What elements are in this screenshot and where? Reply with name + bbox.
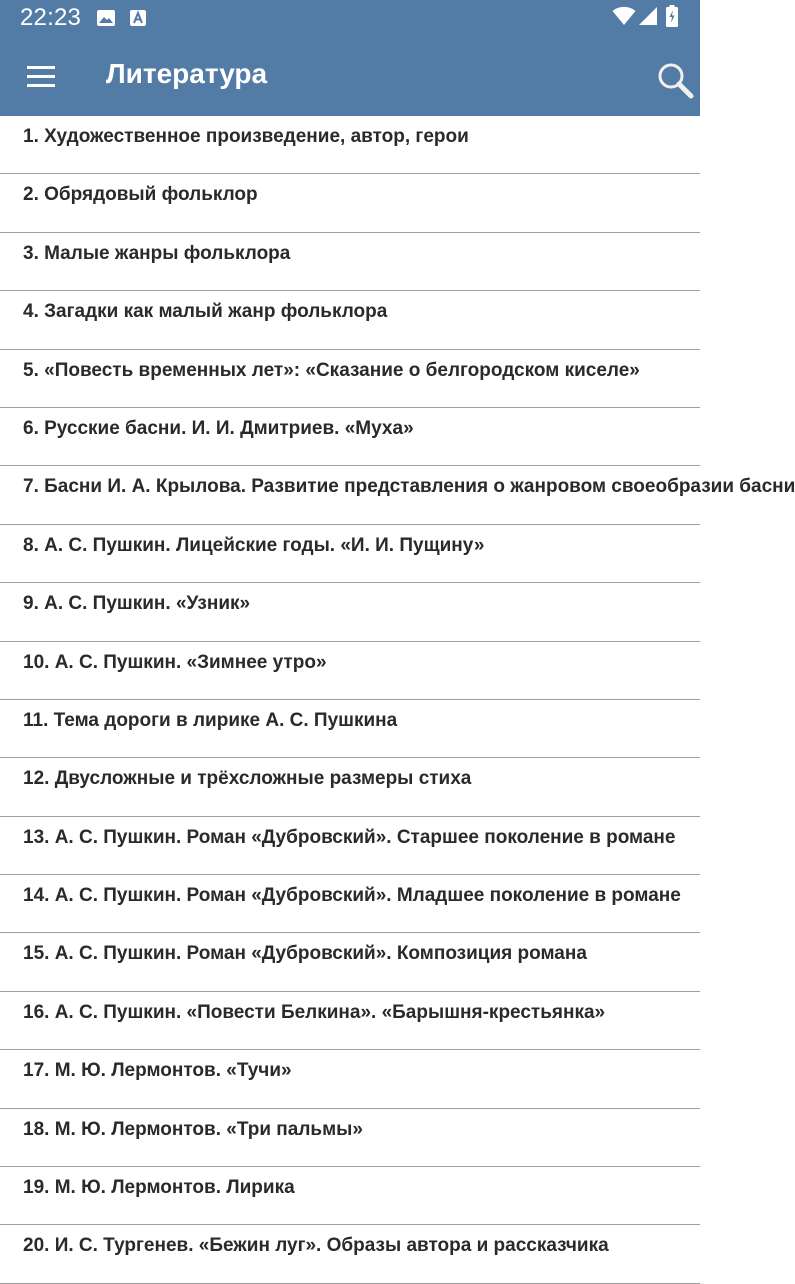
hamburger-icon (25, 78, 57, 95)
list-item[interactable] (0, 1050, 700, 1108)
app-bar (0, 0, 700, 116)
status-time: 22:23 (20, 4, 82, 31)
list-item[interactable] (0, 116, 700, 174)
list-item[interactable] (0, 642, 700, 700)
list-item-label: 10. А. С. Пушкин. «Зимнее утро» (23, 651, 327, 673)
status-bar (0, 0, 700, 36)
list-item-label: 13. А. С. Пушкин. Роман «Дубровский». Старшее поколение в романе (23, 826, 676, 848)
list-item-label: 14. А. С. Пушкин. Роман «Дубровский». Младшее поколение в романе (23, 885, 681, 907)
wifi-icon (612, 6, 636, 31)
list-item[interactable] (0, 817, 700, 875)
page-title: Литература (106, 58, 268, 89)
list-item[interactable] (0, 174, 700, 232)
list-item[interactable] (0, 1109, 700, 1167)
lesson-list (0, 116, 795, 1284)
list-item-label: 15. А. С. Пушкин. Роман «Дубровский». Композиция романа (23, 943, 587, 965)
list-item[interactable] (0, 466, 795, 524)
menu-button[interactable] (25, 63, 57, 91)
list-item[interactable] (0, 1225, 700, 1283)
list-item-label: 18. М. Ю. Лермонтов. «Три пальмы» (23, 1118, 363, 1140)
list-item[interactable] (0, 583, 700, 641)
list-item-label: 2. Обрядовый фольклор (23, 184, 258, 206)
list-item[interactable] (0, 525, 700, 583)
list-item[interactable] (0, 875, 700, 933)
font-icon (129, 8, 147, 33)
list-item[interactable] (0, 408, 700, 466)
search-button[interactable] (655, 60, 695, 100)
list-item-label: 12. Двусложные и трёхсложные размеры стиха (23, 768, 472, 790)
list-item-label: 4. Загадки как малый жанр фольклора (23, 301, 388, 323)
signal-icon (638, 6, 658, 31)
list-item[interactable] (0, 291, 700, 349)
list-item[interactable] (0, 350, 700, 408)
list-item-label: 1. Художественное произведение, автор, герои (23, 126, 469, 147)
list-item[interactable] (0, 233, 700, 291)
list-item-label: 11. Тема дороги в лирике А. С. Пушкина (23, 709, 398, 731)
list-item[interactable] (0, 700, 700, 758)
list-item-label: 17. М. Ю. Лермонтов. «Тучи» (23, 1060, 292, 1082)
list-item[interactable] (0, 758, 700, 816)
list-item-label: 8. А. С. Пушкин. Лицейские годы. «И. И. Пущину» (23, 534, 485, 556)
list-item-label: 3. Малые жанры фольклора (23, 242, 291, 264)
list-item-label: 16. А. С. Пушкин. «Повести Белкина». «Барышня-крестьянка» (23, 1001, 606, 1023)
list-item[interactable] (0, 992, 700, 1050)
list-item[interactable] (0, 933, 700, 991)
list-item[interactable] (0, 1167, 700, 1225)
list-item-label: 7. Басни И. А. Крылова. Развитие представления о жанровом своеобразии басни (23, 476, 795, 498)
list-item-label: 20. И. С. Тургенев. «Бежин луг». Образы автора и рассказчика (23, 1235, 609, 1257)
list-item-label: 6. Русские басни. И. И. Дмитриев. «Муха» (23, 417, 414, 439)
list-item-label: 9. А. С. Пушкин. «Узник» (23, 593, 251, 615)
battery-icon (666, 5, 678, 32)
search-icon (655, 87, 695, 104)
list-item-label: 5. «Повесть временных лет»: «Сказание о белгородском киселе» (23, 359, 640, 381)
list-item-label: 19. М. Ю. Лермонтов. Лирика (23, 1177, 295, 1199)
image-icon (96, 8, 116, 33)
